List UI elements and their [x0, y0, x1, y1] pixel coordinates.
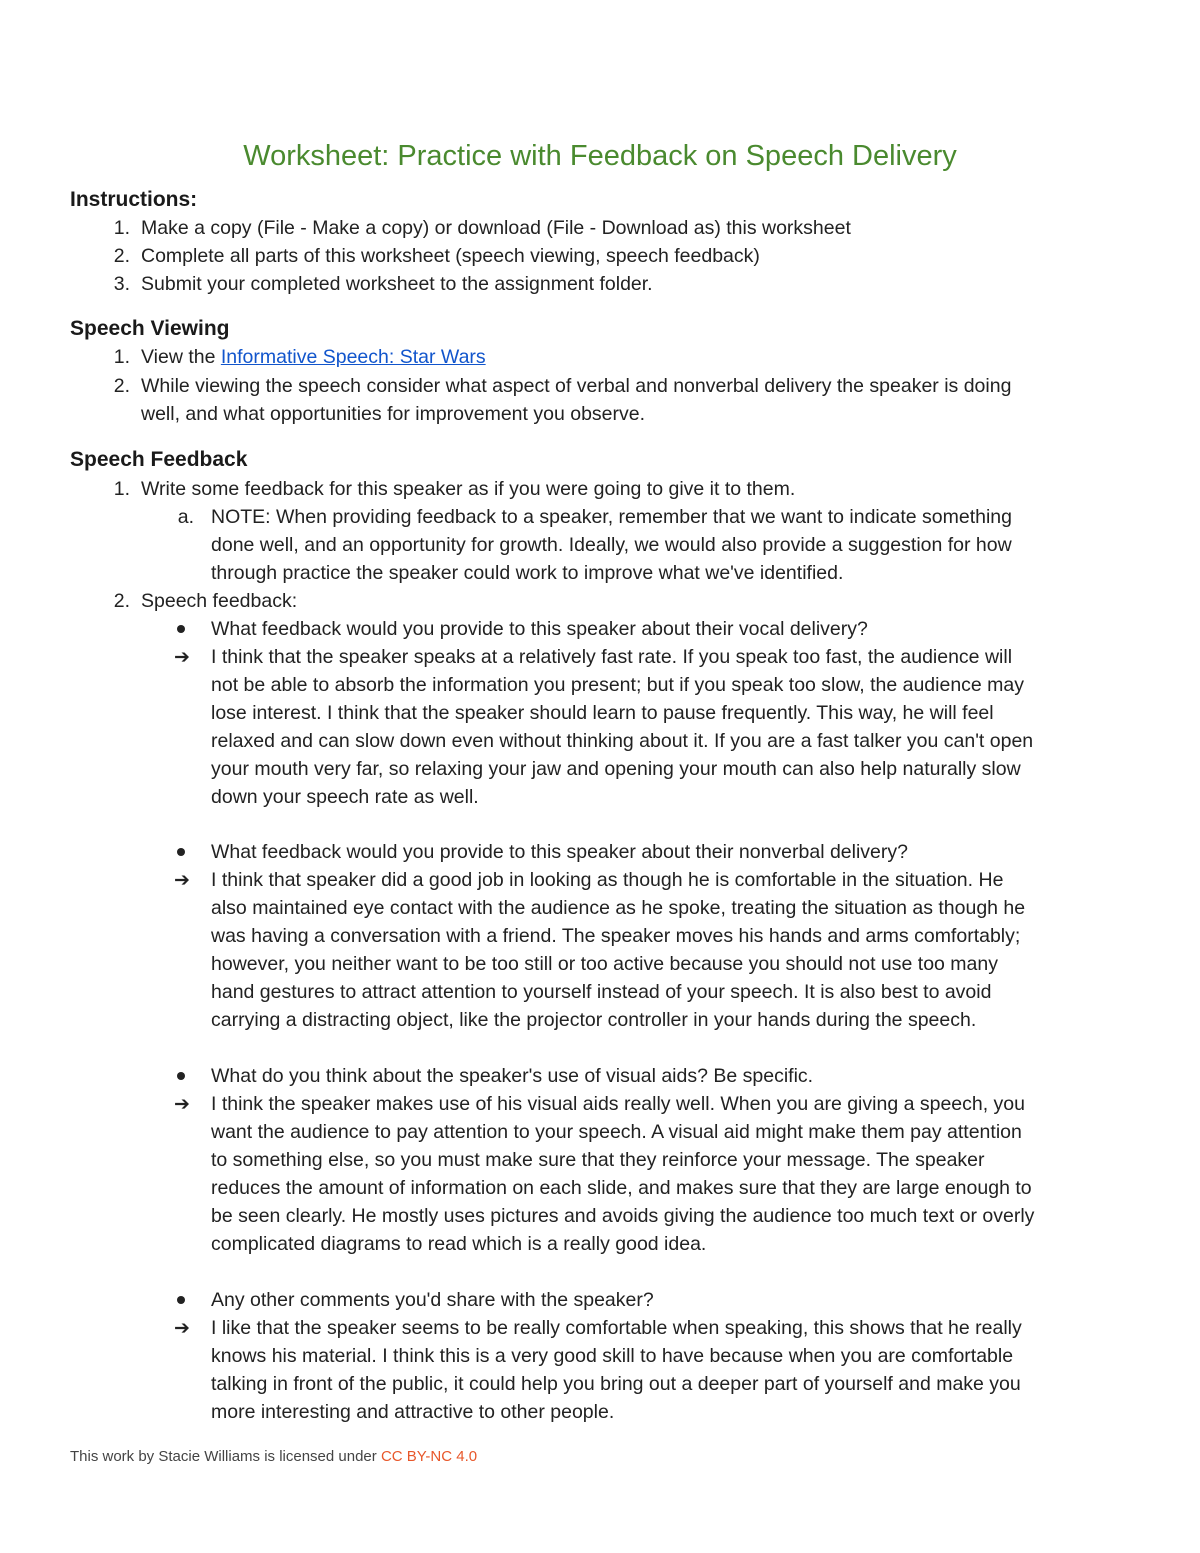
license-link[interactable]: CC BY-NC 4.0 — [380, 1448, 478, 1465]
bullet-icon — [177, 1062, 187, 1072]
page-title: Worksheet: Practice with Feedback on Speech Delivery — [243, 140, 957, 172]
answer-line: to something else, so you must make sure that they reinforce your message. The speaker — [211, 1149, 985, 1171]
answer-line: carrying a distracting object, like the projector controller in your hands during the speech. — [211, 1009, 977, 1031]
question-visual-aids: What do you think about the speaker's use of visual aids? Be specific. — [211, 1065, 814, 1087]
arrow-icon: ➔ — [174, 1317, 190, 1339]
answer-line: knows his material. I think this is a very good skill to have because when you are comfortable — [211, 1345, 1014, 1367]
bullet-icon — [177, 1286, 187, 1296]
answer-line: was having a conversation with a friend. The speaker moves his hands and arms comfortably; — [211, 925, 1021, 947]
instruction-number: 2. — [113, 245, 130, 267]
answer-line: down your speech rate as well. — [211, 786, 479, 808]
informative-speech-link[interactable]: Informative Speech: Star Wars — [220, 346, 486, 368]
bullet-icon — [177, 838, 187, 848]
note-line: done well, and an opportunity for growth. Ideally, we would also provide a suggestion for how — [211, 534, 1012, 556]
feedback-item-1: Write some feedback for this speaker as if you were going to give it to them. — [141, 478, 796, 500]
answer-line: complicated diagrams to read which is a really good idea. — [211, 1233, 707, 1255]
viewing-number: 2. — [113, 375, 130, 397]
question-nonverbal: What feedback would you provide to this speaker about their nonverbal delivery? — [211, 841, 908, 863]
feedback-number: 1. — [113, 478, 130, 500]
arrow-icon: ➔ — [174, 646, 190, 668]
answer-line: reduces the amount of information on each slide, and makes sure that they are large enough to — [211, 1177, 1032, 1199]
question-other-comments: Any other comments you'd share with the speaker? — [211, 1289, 654, 1311]
instruction-number: 1. — [113, 217, 130, 239]
instruction-item: Complete all parts of this worksheet (speech viewing, speech feedback) — [141, 245, 760, 267]
viewing-item-prefix: View the — [141, 346, 221, 368]
answer-line: not be able to absorb the information you present; but if you speak too slow, the audience may — [211, 674, 1025, 696]
answer-line: I think that the speaker speaks at a relatively fast rate. If you speak too fast, the audience will — [211, 646, 1013, 668]
instructions-heading: Instructions: — [70, 188, 198, 211]
answer-line: lose interest. I think that the speaker should learn to pause frequently. This way, he will feel — [211, 702, 994, 724]
viewing-number: 1. — [113, 346, 130, 368]
answer-line: hand gestures to attract attention to yourself instead of your speech. It is also best to avoid — [211, 981, 992, 1003]
instruction-item: Submit your completed worksheet to the assignment folder. — [141, 273, 653, 295]
note-label: a. — [177, 506, 194, 528]
feedback-number: 2. — [113, 590, 130, 612]
question-vocal: What feedback would you provide to this speaker about their vocal delivery? — [211, 618, 868, 640]
viewing-item-2-line: well, and what opportunities for improvement you observe. — [141, 403, 646, 425]
bullet-icon — [177, 615, 187, 625]
speech-viewing-heading: Speech Viewing — [70, 317, 230, 340]
arrow-icon: ➔ — [174, 869, 190, 891]
feedback-item-2: Speech feedback: — [141, 590, 298, 612]
viewing-item-2-line: While viewing the speech consider what aspect of verbal and nonverbal delivery the speaker is doing — [141, 375, 1012, 397]
answer-line: also maintained eye contact with the audience as he spoke, treating the situation as though he — [211, 897, 1026, 919]
answer-line: I think the speaker makes use of his visual aids really well. When you are giving a speech, you — [211, 1093, 1026, 1115]
answer-line: I like that the speaker seems to be really comfortable when speaking, this shows that he really — [211, 1317, 1022, 1339]
answer-line: I think that speaker did a good job in looking as though he is comfortable in the situation. He — [211, 869, 1004, 891]
answer-line: relaxed and can slow down even without thinking about it. If you are a fast talker you can't open — [211, 730, 1034, 752]
arrow-icon: ➔ — [174, 1093, 190, 1115]
viewing-item-1 — [141, 343, 486, 371]
instruction-item: Make a copy (File - Make a copy) or download (File - Download as) this worksheet — [141, 217, 851, 239]
note-line: NOTE: When providing feedback to a speaker, remember that we want to indicate something — [211, 506, 1012, 528]
answer-line: your mouth very far, so relaxing your jaw and opening your mouth can also help naturally slow — [211, 758, 1021, 780]
footer-text: This work by Stacie Williams is licensed under — [70, 1448, 381, 1465]
note-line: through practice the speaker could work to improve what we've identified. — [211, 562, 844, 584]
answer-line: more interesting and attractive to other people. — [211, 1401, 615, 1423]
answer-line: however, you neither want to be too still or too active because you should not use too many — [211, 953, 998, 975]
speech-feedback-heading: Speech Feedback — [70, 448, 248, 471]
license-footer — [70, 1446, 477, 1468]
answer-line: be seen clearly. He mostly uses pictures and avoids giving the audience too much text or overly — [211, 1205, 1035, 1227]
answer-line: talking in front of the public, it could help you bring out a deeper part of yourself and make you — [211, 1373, 1021, 1395]
answer-line: want the audience to pay attention to your speech. A visual aid might make them pay attention — [211, 1121, 1022, 1143]
instruction-number: 3. — [113, 273, 130, 295]
